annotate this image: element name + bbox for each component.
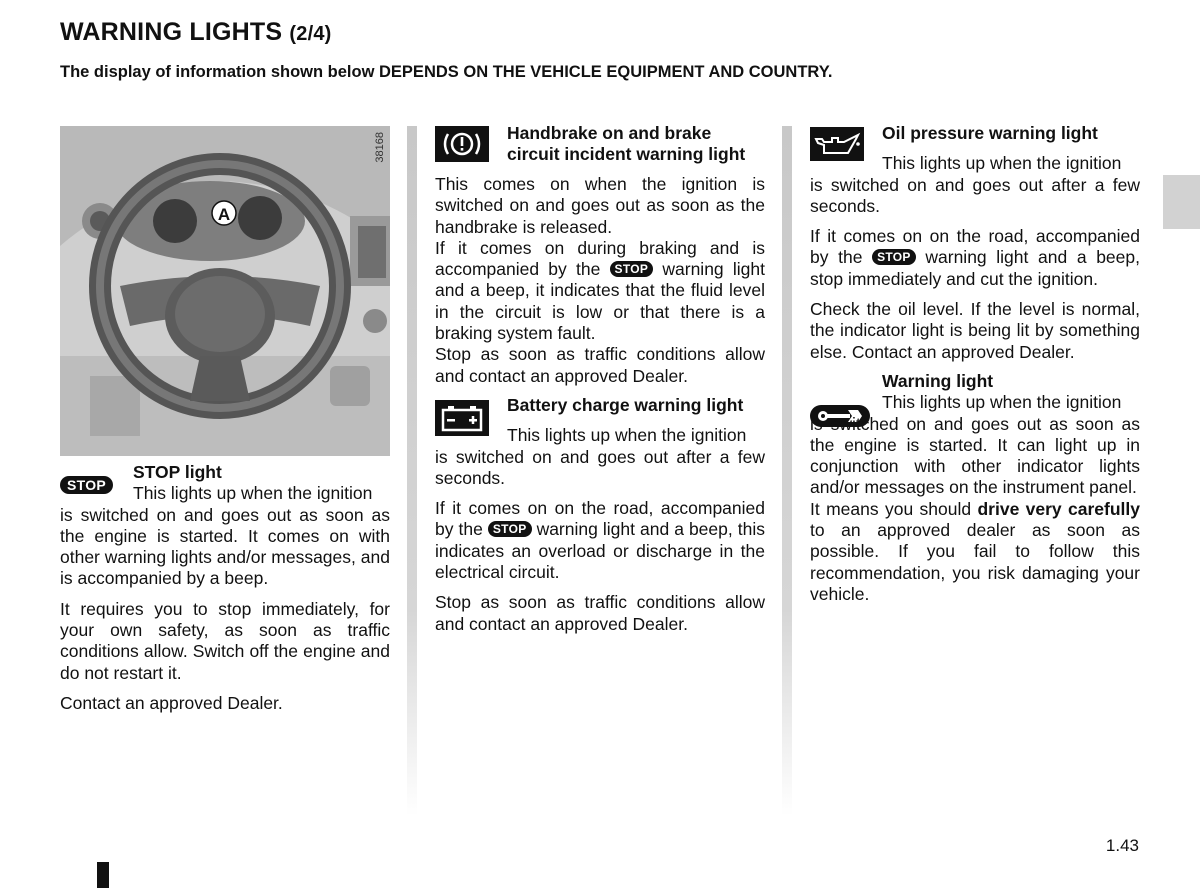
column-2	[435, 123, 765, 644]
warning-paragraph-2-bold: drive very carefully	[977, 498, 1140, 519]
page-corner-mark	[97, 862, 109, 888]
stop-paragraph-3: Contact an approved Dealer.	[60, 692, 283, 713]
page-number: 1.43	[1105, 836, 1139, 855]
figure-number: 38168	[374, 132, 386, 163]
steering-wheel-illustration	[60, 126, 390, 456]
battery-paragraph-2-b: warning light and a beep, this indicates an overload or discharge in the electrical circuit.	[435, 519, 765, 583]
stop-icon: STOP	[610, 261, 654, 277]
stop-icon: STOP	[488, 521, 532, 537]
battery-heading: Battery charge warning light	[507, 394, 744, 415]
oil-paragraph-2-b: warning light and a beep, stop immediately and cut the ignition.	[810, 247, 1140, 289]
column-3	[810, 123, 1140, 605]
column-divider-2	[782, 126, 792, 816]
column-1	[60, 462, 390, 723]
warning-lead: This lights up when the ignition	[882, 392, 1122, 413]
stop-heading: STOP light	[133, 462, 222, 482]
column-divider-1	[407, 126, 417, 816]
oil-lead: This lights up when the ignition	[882, 153, 1122, 174]
battery-paragraph-2	[435, 498, 765, 583]
page-subtitle: The display of information shown below DEPENDS ON THE VEHICLE EQUIPMENT AND COUNTRY.	[60, 63, 833, 81]
oil-paragraph-2	[810, 226, 1140, 290]
warning-paragraph-1: is switched on and goes out as soon as the engine is started. It can light up in conjunction with other indicator lights and/or messages on the instrument panel.	[810, 413, 1140, 498]
callout-a: A	[217, 205, 231, 224]
warning-heading: Warning light	[882, 370, 994, 391]
warning-paragraph-2	[810, 499, 1140, 605]
stop-paragraph-1: is switched on and goes out as soon as the engine is started. It comes on with other warning lights and/or messages, and is accompanied by a beep.	[60, 504, 390, 589]
oil-paragraph-3: Check the oil level. If the level is normal, the indicator light is being lit by something else. Contact an approved Dealer.	[810, 299, 1140, 362]
stop-paragraph-2: It requires you to stop immediately, for your own safety, as soon as traffic conditions allow. Switch off the engine and do not restart it.	[60, 598, 390, 683]
stop-badge-label: STOP	[60, 476, 113, 494]
section-tab	[1163, 175, 1200, 229]
battery-paragraph-3: Stop as soon as traffic conditions allow and contact an approved Dealer.	[435, 592, 765, 634]
handbrake-paragraph-2-b: warning light and a beep, it indicates that the fluid level in the circuit is low or that there is a braking system fault.	[435, 259, 765, 344]
battery-paragraph-2-a: If it comes on on the road, accompanied by the	[435, 498, 765, 540]
oil-paragraph-2-a: If it comes on on the road, accompanied by the	[810, 226, 1140, 268]
handbrake-paragraph-2-a: If it comes on during braking and is accompanied by the	[435, 237, 765, 280]
oil-heading: Oil pressure warning light	[882, 123, 1098, 143]
title-part: (2/4)	[289, 23, 332, 45]
warning-paragraph-2-b: to an approved dealer as soon as possible. If you fail to follow this recommendation, you risk damaging your vehicle.	[810, 520, 1140, 604]
stop-lead: This lights up when the ignition	[133, 483, 373, 504]
handbrake-paragraph-3: Stop as soon as traffic conditions allow and contact an approved Dealer.	[435, 344, 765, 386]
steering-wheel-photo	[60, 126, 390, 456]
warning-paragraph-2-a: It means you should	[810, 498, 972, 519]
handbrake-paragraph-1: This comes on when the ignition is switched on and goes out as soon as the handbrake is released.	[435, 174, 765, 237]
title-main: WARNING LIGHTS	[60, 18, 283, 46]
page-title	[60, 18, 332, 47]
oil-paragraph-1: is switched on and goes out after a few seconds.	[810, 174, 1140, 216]
handbrake-paragraph-2	[435, 238, 765, 344]
battery-paragraph-1: is switched on and goes out after a few seconds.	[435, 446, 765, 488]
stop-icon: STOP	[872, 249, 916, 265]
handbrake-heading: Handbrake on and brake circuit incident warning light	[507, 123, 746, 164]
battery-lead: This lights up when the ignition	[507, 425, 747, 446]
